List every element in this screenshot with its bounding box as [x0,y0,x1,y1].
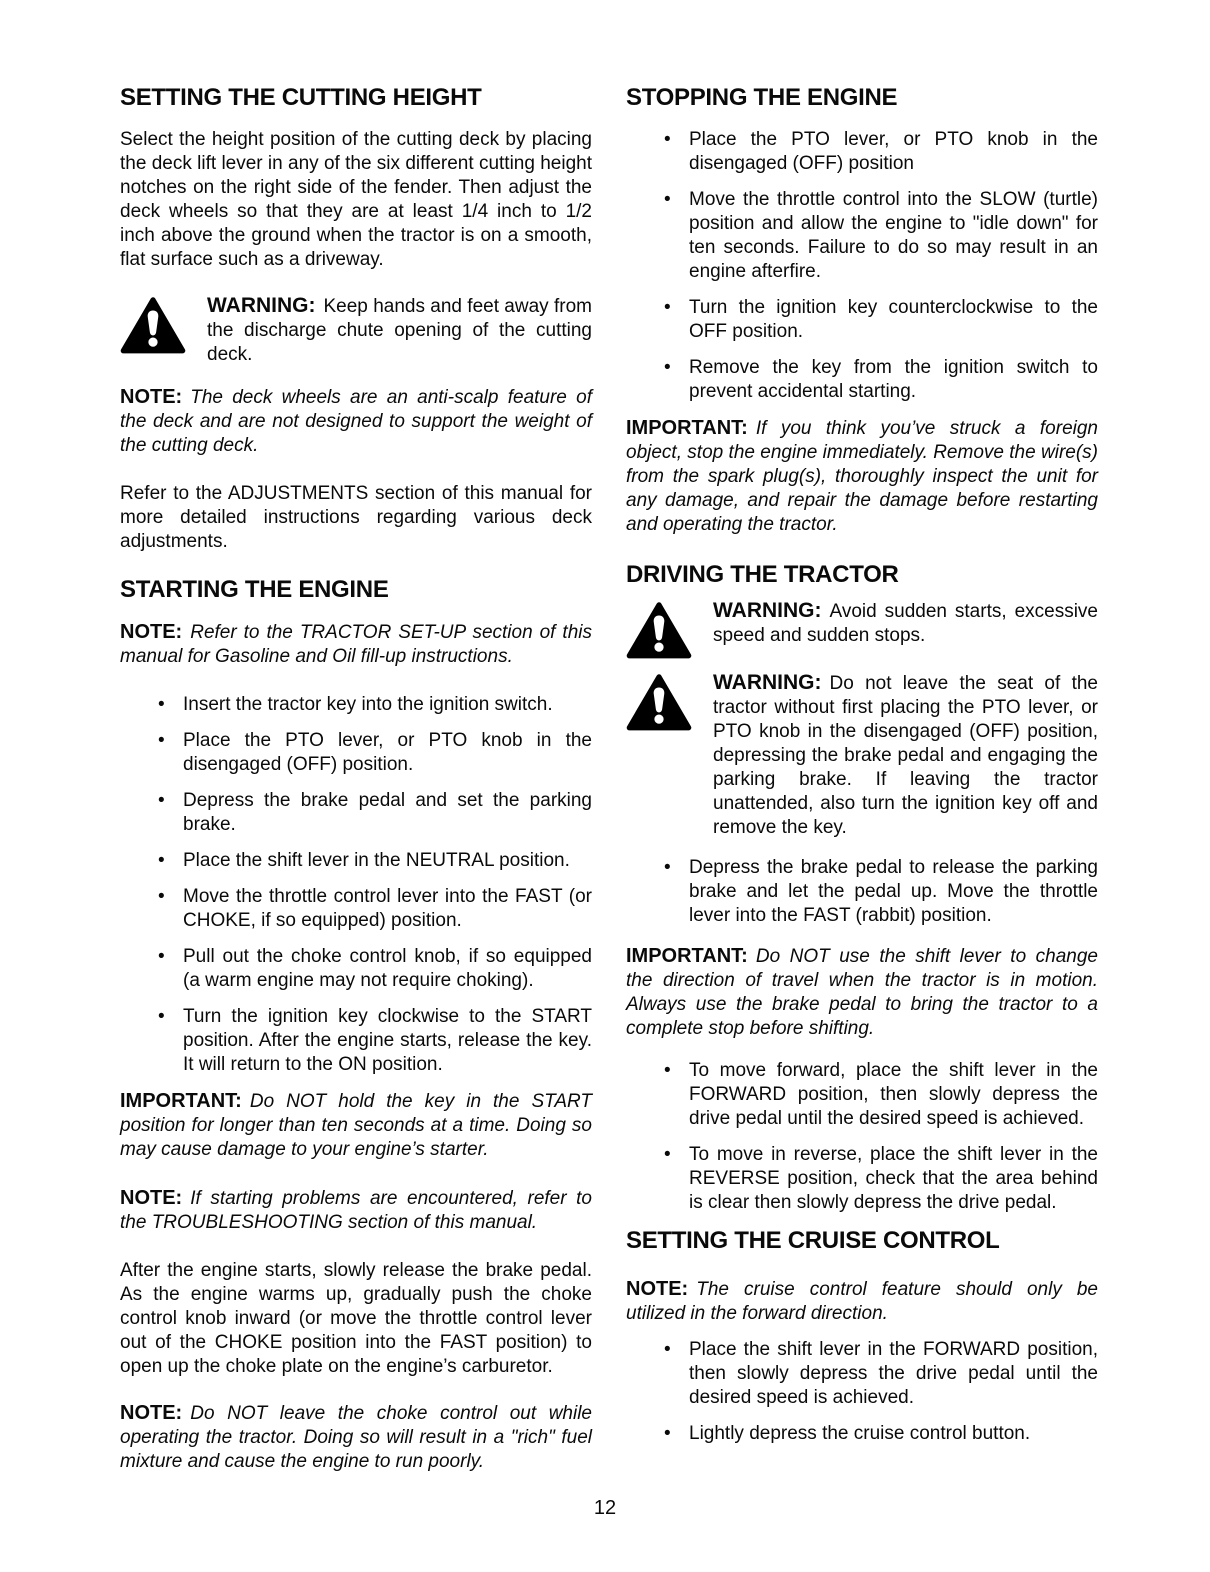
note-label: NOTE: [626,1278,689,1300]
warning-block-discharge-chute [120,294,592,367]
bullet-icon: • [158,946,165,967]
important-text: If you think you’ve struck a foreign object, stop the engine immediately. Remove the wire(s) from the spark plug(s), thoroughly inspect the unit for any damage, and repair the damage before restarting and operating the tractor. [626,418,1098,535]
note-troubleshooting [120,1186,592,1235]
note-choke-control [120,1401,592,1474]
list-item-text: Place the PTO lever, or PTO knob in the disengaged (OFF) position. [183,730,592,775]
bullet-icon: • [664,1144,671,1165]
paragraph-cutting-height: Select the height position of the cutting deck by placing the deck lift lever in any of the six different cutting height notches on the right side of the fender. Then adjust the deck wheels so that they are at least 1/4 inch to 1/2 inch above the ground when the tractor is on a smooth, flat surface such as a driveway. [120,129,592,270]
starting-engine-list [120,693,592,1077]
note-label: NOTE: [120,621,183,643]
bullet-icon: • [664,857,671,878]
note-text: The cruise control feature should only be utilized in the forward direction. [626,1279,1098,1324]
list-item [120,1005,592,1077]
warning-text [713,599,1098,659]
list-item-text: Turn the ignition key counterclockwise to the OFF position. [689,297,1098,342]
note-text: Refer to the TRACTOR SET-UP section of this manual for Gasoline and Oil fill-up instructions. [120,622,592,667]
important-text: Do NOT use the shift lever to change the direction of travel when the tractor is in motion. Always use the brake pedal to bring the tractor to a complete stop before shifting. [626,946,1098,1039]
warning-triangle-icon [626,671,692,840]
important-shift-lever [626,944,1098,1041]
list-item-text: Place the shift lever in the NEUTRAL position. [183,850,570,871]
bullet-icon: • [664,1339,671,1360]
warning-block-sudden-starts [626,599,1098,659]
bullet-icon: • [664,189,671,210]
heading-cruise-control: SETTING THE CRUISE CONTROL [626,1227,1000,1254]
list-item-text: Insert the tractor key into the ignition switch. [183,694,553,715]
list-item-text: Depress the brake pedal and set the parking brake. [183,790,592,835]
bullet-icon: • [664,357,671,378]
stopping-engine-list [626,128,1098,404]
bullet-icon: • [158,850,165,871]
list-item [120,849,592,873]
list-item [120,693,592,717]
bullet-icon: • [158,886,165,907]
list-item [626,296,1098,344]
note-deck-wheels [120,385,592,458]
note-label: NOTE: [120,386,183,408]
column-right [626,84,1098,1498]
warning-triangle-icon [120,294,186,367]
warning-block-leaving-seat [626,671,1098,840]
bullet-icon: • [158,694,165,715]
warning-triangle-icon [626,599,692,659]
list-item-text: Pull out the choke control knob, if so equipped (a warm engine may not require choking). [183,946,592,991]
list-item [120,885,592,933]
heading-driving-tractor: DRIVING THE TRACTOR [626,561,899,588]
heading-stopping-engine: STOPPING THE ENGINE [626,84,898,111]
list-item-text: Turn the ignition key clockwise to the START position. After the engine starts, release the key. It will return to the ON position. [183,1006,592,1075]
warning-label: WARNING: [713,599,822,622]
list-item-text: Place the PTO lever, or PTO knob in the disengaged (OFF) position [689,129,1098,174]
list-item [626,856,1098,928]
note-label: NOTE: [120,1402,183,1424]
list-item [626,1059,1098,1131]
list-item-text: Remove the key from the ignition switch to prevent accidental starting. [689,357,1098,402]
bullet-icon: • [664,1423,671,1444]
list-item [626,356,1098,404]
bullet-icon: • [664,1060,671,1081]
important-foreign-object [626,416,1098,537]
heading-starting-engine: STARTING THE ENGINE [120,576,389,603]
heading-setting-cutting-height: SETTING THE CUTTING HEIGHT [120,84,482,111]
important-label: IMPORTANT: [120,1090,242,1112]
warning-label: WARNING: [713,671,822,694]
list-item [626,188,1098,284]
cruise-control-list [626,1338,1098,1446]
bullet-icon: • [158,730,165,751]
list-item [120,945,592,993]
list-item [626,128,1098,176]
note-text: The deck wheels are an anti-scalp feature of the deck and are not designed to support the weight of the cutting deck. [120,387,592,456]
warning-message: Do not leave the seat of the tractor without first placing the PTO lever, or PTO knob in the disengaged (OFF) position, depressing the brake pedal and engaging the parking brake. If leaving the tractor unattended, also turn the ignition key off and remove the key. [713,673,1098,838]
paragraph-adjustments: Refer to the ADJUSTMENTS section of this manual for more detailed instructions regarding various deck adjustments. [120,483,592,552]
direction-list [626,1059,1098,1215]
paragraph-warm-up: After the engine starts, slowly release the brake pedal. As the engine warms up, gradually push the choke control knob inward (or move the throttle control lever out of the CHOKE position into the FAST position) to open up the choke plate on the engine’s carburetor. [120,1260,592,1377]
list-item-text: Move the throttle control into the SLOW (turtle) position and allow the engine to "idle down" for ten seconds. Failure to do so may result in an engine afterfire. [689,189,1098,282]
bullet-icon: • [664,297,671,318]
list-item [626,1422,1098,1446]
note-cruise-control [626,1277,1098,1326]
warning-message: Keep hands and feet away from the discharge chute opening of the cutting deck. [207,296,592,365]
list-item-text: To move in reverse, place the shift lever in the REVERSE position, check that the area behind is clear then slowly depress the drive pedal. [689,1144,1098,1213]
warning-label: WARNING: [207,294,316,317]
bullet-icon: • [158,1006,165,1027]
note-tractor-setup [120,620,592,669]
warning-text [713,671,1098,840]
bullet-icon: • [664,129,671,150]
list-item [120,729,592,777]
list-item [626,1143,1098,1215]
two-column-layout [120,84,1098,1498]
list-item [626,1338,1098,1410]
important-label: IMPORTANT: [626,417,748,439]
important-text: Do NOT hold the key in the START position for longer than ten seconds at a time. Doing so may cause damage to your engine’s starter. [120,1091,592,1160]
list-item [120,789,592,837]
page-number: 12 [593,1497,617,1519]
important-start-key [120,1089,592,1162]
bullet-icon: • [158,790,165,811]
important-label: IMPORTANT: [626,945,748,967]
warning-text [207,294,592,367]
note-text: If starting problems are encountered, refer to the TROUBLESHOOTING section of this manual. [120,1188,592,1233]
list-item-text: Move the throttle control lever into the FAST (or CHOKE, if so equipped) position. [183,886,592,931]
warning-message: Avoid sudden starts, excessive speed and sudden stops. [713,601,1098,646]
list-item-text: Depress the brake pedal to release the parking brake and let the pedal up. Move the throttle lever into the FAST (rabbit) position. [689,857,1098,926]
list-item-text: Lightly depress the cruise control button. [689,1423,1031,1444]
note-label: NOTE: [120,1187,183,1209]
note-text: Do NOT leave the choke control out while operating the tractor. Doing so will result in a "rich" fuel mixture and cause the engine to run poorly. [120,1403,592,1472]
list-item-text: Place the shift lever in the FORWARD position, then slowly depress the drive pedal until the desired speed is achieved. [689,1339,1098,1408]
column-left [120,84,592,1498]
list-item-text: To move forward, place the shift lever in the FORWARD position, then slowly depress the drive pedal until the desired speed is achieved. [689,1060,1098,1129]
